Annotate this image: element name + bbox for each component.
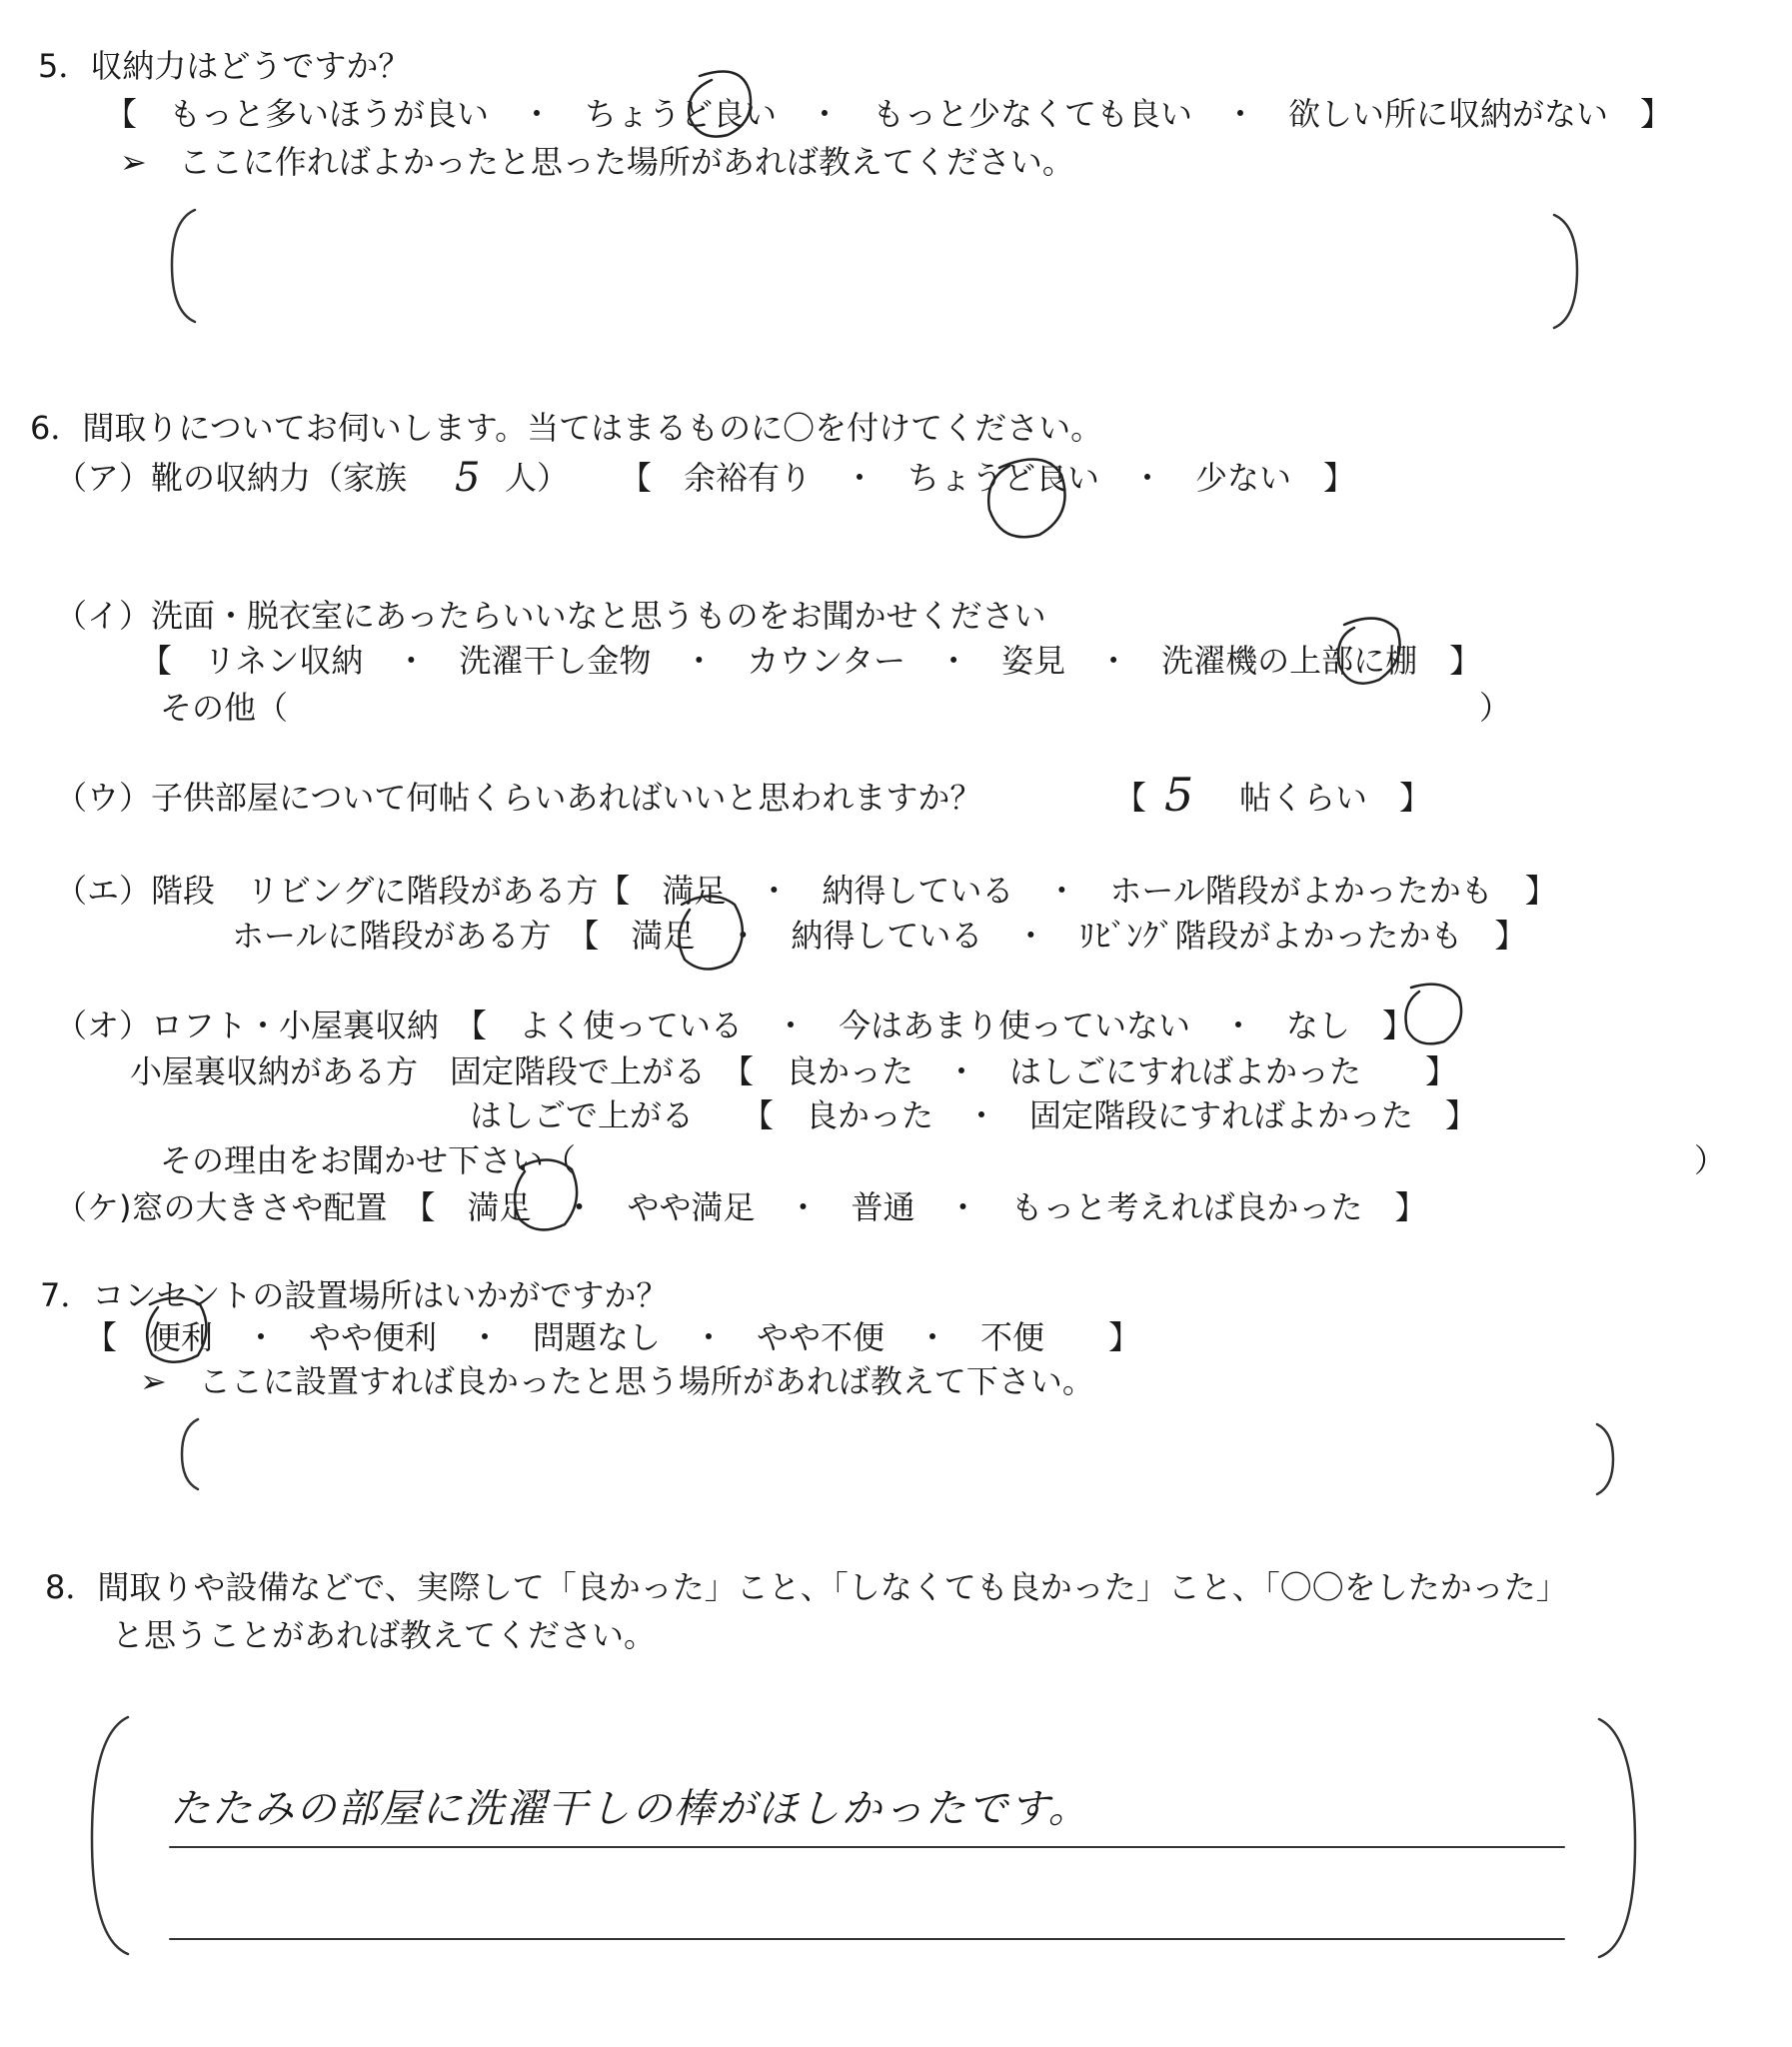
q6e-label: （エ）階段 リビングに階段がある方【 満足 ・ 納得している ・ ホール階段がよかったかも 】 [55, 872, 1557, 910]
q5-title: 5．収納力はどうですか？ [38, 47, 411, 85]
q8-title: 8．間取りや設備などで、実際して「良かった」こと、「しなくても良かった」こと、「〇〇をしたかった」 [45, 1568, 1568, 1606]
q6a-options: 【 余裕有り ・ ちょうど良い ・ 少ない 】 [620, 459, 1356, 497]
q8-handwritten-answer: たたみの部屋に洗濯干しの棒がほしかったです。 [170, 1786, 1090, 1832]
q7-followup: ➢ ここに設置すれば良かったと思う場所があれば教えて下さい。 [140, 1362, 1094, 1400]
q5-followup: ➢ ここに作ればよかったと思った場所があれば教えてください。 [120, 143, 1074, 181]
q8-answer-bracket-left [92, 1717, 128, 1954]
q6o-row3: はしごで上がる 【 良かった ・ 固定階段にすればよかった 】 [470, 1096, 1478, 1134]
q6i-options: 【 リネン収納 ・ 洗濯干し金物 ・ カウンター ・ 姿見 ・ 洗濯機の上部に棚 】 [140, 642, 1482, 680]
q6a-family-count: 5 [455, 455, 481, 501]
q7-answer-bracket-left [182, 1419, 198, 1489]
q5-options: 【 もっと多いほうが良い ・ ちょうど良い ・ もっと少なくても良い ・ 欲しい所に収納がない 】 [105, 95, 1673, 133]
q8-answer-bracket-right [1599, 1719, 1635, 1957]
q7-options: 【 便利 ・ やや便利 ・ 問題なし ・ やや不便 ・ 不便 】 [85, 1318, 1141, 1356]
q6ke-label: （ケ)窓の大きさや配置 【 満足 ・ やや満足 ・ 普通 ・ もっと考えれば良かった 】 [55, 1188, 1427, 1226]
q6u-open: 【 [1114, 779, 1147, 817]
q6o-reason-close: ） [1694, 1141, 1727, 1179]
q8-title2: と思うことがあれば教えてください。 [112, 1616, 657, 1654]
q7-title: 7．コンセントの設置場所はいかがですか？ [40, 1276, 669, 1314]
q6e-row2: ホールに階段がある方 【 満足 ・ 納得している ・ ﾘﾋﾞﾝｸﾞ階段がよかったかも 】 [232, 917, 1527, 955]
q6o-label: （オ）ロフト・小屋裏収納 【 よく使っている ・ 今はあまり使っていない ・ なし 】 [55, 1007, 1415, 1044]
q6o-row2: 小屋裏収納がある方 固定階段で上がる 【 良かった ・ はしごにすればよかった 】 [130, 1052, 1458, 1090]
q6a-label: （ア）靴の収納力（家族 [55, 459, 408, 497]
q6i-other-label: その他（ [160, 689, 289, 727]
q6u-suffix: 帖くらい 】 [1239, 779, 1432, 817]
q6-title: 6．間取りについてお伺いします。当てはまるものに〇を付けてください。 [30, 409, 1103, 447]
q6u-label: （ウ）子供部屋について何帖くらいあればいいと思われますか？ [55, 779, 982, 817]
q6u-value: 5 [1164, 768, 1194, 822]
q6i-label: （イ）洗面・脱衣室にあったらいいなと思うものをお聞かせください [55, 597, 1046, 635]
q6i-other-close: ） [1479, 689, 1512, 727]
q5-answer-bracket-left [172, 210, 195, 322]
q6a-unit: 人） [505, 459, 570, 497]
q7-answer-bracket-right [1597, 1424, 1613, 1494]
q5-answer-bracket-right [1554, 215, 1577, 328]
q6o-reason: その理由をお聞かせ下さい（ [160, 1141, 577, 1179]
